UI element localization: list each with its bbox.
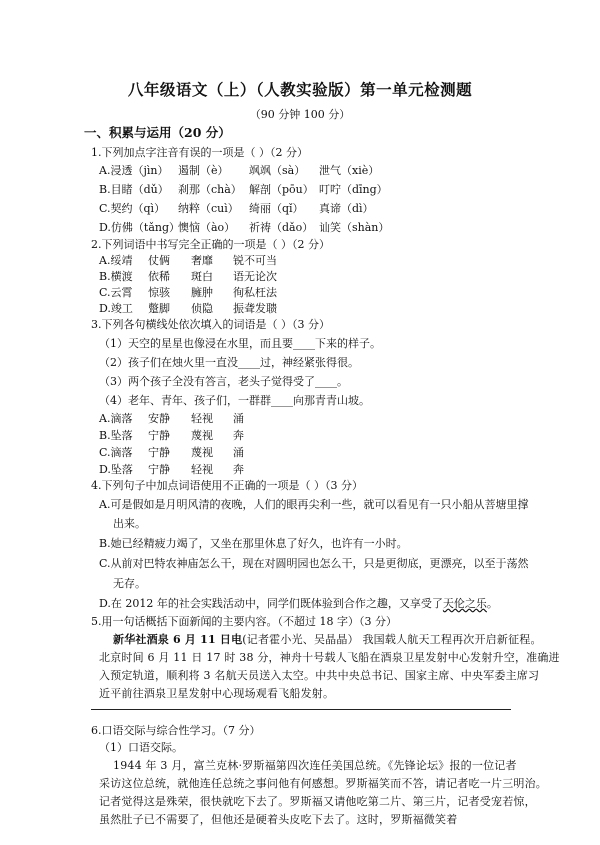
q1-option-a3: 飒飒（sà） bbox=[249, 164, 306, 177]
q6-passage-line1: 1944 年 3 月，富兰克林·罗斯福第四次连任美国总统。《先锋论坛》报的一位记者 bbox=[113, 759, 517, 772]
q3-option-a2: 安静 bbox=[148, 412, 170, 425]
q3-option-a4: 涌 bbox=[233, 412, 244, 425]
q2-option-a3: 奢靡 bbox=[191, 254, 213, 267]
q2-option-c4: 徇私枉法 bbox=[233, 286, 277, 299]
q5-news-line2: 北京时间 6 月 11 日 17 时 38 分，神舟十号载人飞船在酒泉卫星发射中心发射升空，准确进 bbox=[99, 651, 560, 664]
q3-option-b4: 奔 bbox=[233, 429, 244, 442]
q3-option-b2: 宁静 bbox=[148, 429, 170, 442]
q1-option-c2: 纳粹（cuì） bbox=[178, 202, 239, 215]
q4-option-d bbox=[99, 597, 498, 611]
question-4-stem: 4.下列句子中加点词语使用不正确的一项是（ ）（3 分） bbox=[91, 479, 363, 492]
q3-sentence-3: （3）两个孩子全没有答言，老头子觉得受了____。 bbox=[99, 375, 348, 388]
q5-news-line1 bbox=[113, 633, 542, 647]
question-1-stem: 1.下列加点字注音有误的一项是（ ）（2 分） bbox=[91, 146, 308, 159]
question-6-stem: 6.口语交际与综合性学习。（7 分） bbox=[91, 724, 261, 737]
q6-passage-line3: 记者觉得这是殊荣，很快就吃下去了。罗斯福又请他吃第二片、第三片，记者受宠若惊， bbox=[99, 795, 536, 808]
q2-option-c3: 臃肿 bbox=[191, 286, 213, 299]
q2-option-c2: 惊骇 bbox=[148, 286, 170, 299]
q1-option-a4: 泄气（xiè） bbox=[319, 164, 380, 177]
q1-option-b4: 叮咛（dīng） bbox=[319, 183, 388, 196]
q1-option-c1: C.契约（qì） bbox=[99, 202, 166, 215]
q3-option-d4: 奔 bbox=[233, 463, 244, 476]
q2-option-d4: 振聋发聩 bbox=[233, 302, 277, 315]
q2-option-b4: 语无论次 bbox=[233, 270, 277, 283]
q3-sentence-4: （4）老年、青年、孩子们，一群群____向那青青山坡。 bbox=[99, 394, 370, 407]
q3-option-c3: 蔑视 bbox=[191, 446, 213, 459]
q3-option-d2: 宁静 bbox=[148, 463, 170, 476]
q1-option-b3: 解剖（pōu） bbox=[249, 183, 314, 196]
q4-option-d-phrase: 天伦之乐 bbox=[442, 597, 487, 610]
answer-line bbox=[91, 709, 511, 710]
q2-option-d1: D.竣工 bbox=[99, 302, 133, 315]
q3-option-a1: A.滴落 bbox=[99, 412, 133, 425]
q1-option-d4: 讪笑（shàn） bbox=[319, 221, 390, 234]
q6-subsection: （1）口语交际。 bbox=[99, 741, 183, 754]
q3-option-d1: D.坠落 bbox=[99, 463, 133, 476]
q1-option-b2: 刹那（chà） bbox=[178, 183, 242, 196]
q4-option-a-line1: A.可是假如是月明风清的夜晚，人们的眼再尖利一些，就可以看见有一只小船从菩塘里撑 bbox=[99, 498, 529, 511]
q2-option-b2: 依稀 bbox=[148, 270, 170, 283]
q1-option-b1: B.目睹（dǔ） bbox=[99, 183, 169, 196]
q3-option-b1: B.坠落 bbox=[99, 429, 133, 442]
q2-option-a1: A.绥靖 bbox=[99, 254, 133, 267]
q3-sentence-2: （2）孩子们在烛火里一直没____过，神经紧张得很。 bbox=[99, 356, 359, 369]
q4-option-b: B.她已经精疲力竭了，又坐在那里休息了好久，也许有一小时。 bbox=[99, 537, 408, 550]
q3-option-c4: 涌 bbox=[233, 446, 244, 459]
question-2-stem: 2.下列词语中书写完全正确的一项是（ ）（2 分） bbox=[91, 238, 330, 251]
q4-option-c-line2: 无存。 bbox=[113, 577, 146, 590]
q5-news-lead: (记者霍小光、吴晶晶） 我国载人航天工程再次开启新征程。 bbox=[242, 633, 542, 646]
question-5-stem: 5.用一句话概括下面新闻的主要内容。（不超过 18 字）（3 分） bbox=[91, 615, 397, 628]
q1-option-d1: D.仿佛（tǎng） bbox=[99, 221, 181, 234]
q5-news-dateline: 新华社酒泉 6 月 11 日电 bbox=[113, 633, 243, 646]
q5-news-line3: 入预定轨道，顺利将 3 名航天员送入太空。中共中央总书记、国家主席、中央军委主席习 bbox=[99, 669, 540, 682]
q3-option-d3: 轻视 bbox=[191, 463, 213, 476]
q4-option-d-text: D.在 2012 年的社会实践活动中，同学们既体验到合作之趣，又享受了 bbox=[99, 597, 443, 610]
page-title: 八年级语文（上）（人教实验版）第一单元检测题 bbox=[127, 80, 473, 99]
q3-sentence-1: （1）天空的星星也像浸在水里，而且要____下来的样子。 bbox=[99, 337, 381, 350]
exam-time-score: （90 分钟 100 分） bbox=[249, 108, 351, 121]
q1-option-d3: 祈祷（dǎo） bbox=[249, 221, 314, 234]
q3-option-a3: 轻视 bbox=[191, 412, 213, 425]
q4-option-a-line2: 出来。 bbox=[113, 517, 146, 530]
q2-option-b1: B.横渡 bbox=[99, 270, 133, 283]
q2-option-a4: 锐不可当 bbox=[233, 254, 277, 267]
q2-option-a2: 仗俩 bbox=[148, 254, 170, 267]
q1-option-a1: A.浸透（jìn） bbox=[99, 164, 169, 177]
q1-option-c4: 真谛（dì） bbox=[319, 202, 374, 215]
section-heading: 一、积累与运用（20 分） bbox=[84, 125, 231, 140]
question-3-stem: 3.下列各句横线处依次填入的词语是（ ）（3 分） bbox=[91, 318, 330, 331]
q1-option-c3: 绮丽（qǐ） bbox=[249, 202, 304, 215]
q6-passage-line4: 虽然肚子已不需要了，但他还是硬着头皮吃下去了。这时，罗斯福微笑着 bbox=[99, 813, 458, 826]
q5-news-line4: 近平前往酒泉卫星发射中心现场观看飞船发射。 bbox=[99, 687, 335, 700]
q3-option-c1: C.滴落 bbox=[99, 446, 133, 459]
q2-option-c1: C.云霄 bbox=[99, 286, 133, 299]
q2-option-d2: 蹩脚 bbox=[148, 302, 170, 315]
q6-passage-line2: 采访这位总统，就他连任总统之事问他有何感想。罗斯福笑而不答，请记者吃一片三明治。 bbox=[99, 777, 547, 790]
q1-option-a2: 遏制（è） bbox=[178, 164, 229, 177]
q2-option-d3: 侦隐 bbox=[191, 302, 213, 315]
q2-option-b3: 斑白 bbox=[191, 270, 213, 283]
q3-option-c2: 宁静 bbox=[148, 446, 170, 459]
q4-option-c-line1: C.从前对巴特农神庙怎么干，现在对圆明园也怎么干，只是更彻底，更漂亮，以至于荡然 bbox=[99, 557, 529, 570]
q4-option-d-end: 。 bbox=[486, 597, 498, 610]
q1-option-d2: 懊恼（ào） bbox=[178, 221, 236, 234]
q3-option-b3: 蔑视 bbox=[191, 429, 213, 442]
